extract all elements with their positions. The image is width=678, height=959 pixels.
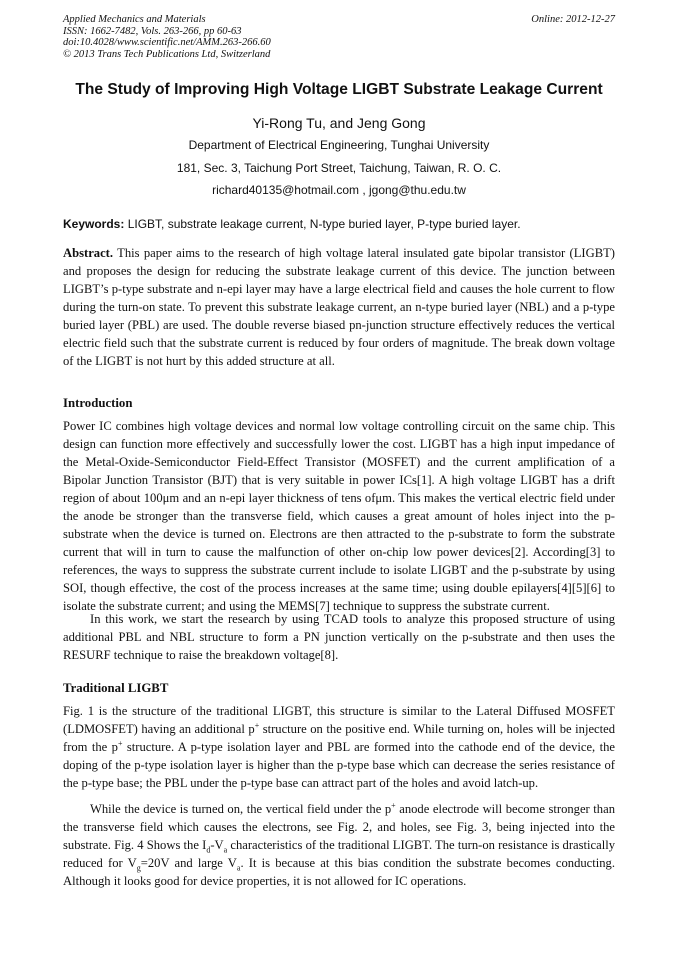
text-run: =20V and large V [140,856,237,870]
section-heading-traditional-ligbt: Traditional LIGBT [63,681,169,695]
introduction-paragraph-2: In this work, we start the research by using TCAD tools to analyze this proposed structure of using additional PBL and NBL structure to form a PN junction vertically on the p-substrate and then uses the RESURF technique to raise the breakdown voltage[8]. [63,612,615,662]
authors: Yi-Rong Tu, and Jeng Gong [252,115,426,131]
text-run: While the device is turned on, the vertical field under the p [90,802,392,816]
journal-name: Applied Mechanics and Materials [63,14,206,25]
online-date: Online: 2012-12-27 [531,14,615,25]
text-run: structure on the positive end. While turning on, holes will be injected from the p [63,722,616,754]
text-run: structure. A p-type isolation layer and PBL are formed into the cathode end of the device, the doping of the p-type isolation layer is higher than the p-type base which can decrease the series resistance of the p-type base; the PBL under the p-type base can attract part of the holes and avoid latch-up. [63,740,615,790]
superscript: + [391,800,396,810]
introduction-paragraph-1: Power IC combines high voltage devices and normal low voltage controlling circuit on the same chip. This design can function more effectively and successfully lower the cost. LIGBT has a high input impedance of the Metal-Oxide-Semiconductor Field-Effect Transistor (MOSFET) and the current amplification of a Bipolar Junction Transistor (BJT) that is very suitable in power ICs[1]. A high voltage LIGBT has a drift region of about 100μm and an n-epi layer thickness of tens ofμm. This makes the vertical electric field under the anode be stronger than the transverse field, which causes a great amount of holes inject into the p-substrate when the device is turned on. Electrons are then attracted to the p-substrate to form the substrate current that will in turn to cause the malfunction of other on-chip low power devices[2]. According[3] to references, the ways to suppress the substrate current include to isolate LIGBT and the p-substrate by using SOI, though effective, the cost of the process increases at the same time; using double epilayers[4][5][6] to isolate the substrate current; and using the MEMS[7] technique to suppress the substrate current. [63,419,615,613]
issn-line: ISSN: 1662-7482, Vols. 263-266, pp 60-63 [63,25,242,37]
abstract-text: This paper aims to the research of high voltage lateral insulated gate bipolar transistor (LIGBT) and proposes the design for reducing the substrate leakage current of this device. The junction between LIGBT’s p-type substrate and n-epi layer may have a large electrical field and causes the hole current to flow during the turn-on state. To prevent this substrate leakage current, an n-type buried layer (NBL) and a p-type buried layer (PBL) are used. The double reverse biased pn-junction structure effectively reduces the vertical electric field such that the substrate current is reduced by four orders of magnitude. The break down voltage of the LIGBT is not hurt by this added structure at all. [63,246,615,368]
copyright-line: © 2013 Trans Tech Publications Ltd, Switzerland [63,48,271,60]
paper-title: The Study of Improving High Voltage LIGBT Substrate Leakage Current [75,81,603,98]
subscript: d [206,845,211,855]
text-run: anode electrode will become stronger than the transverse field which causes the electrons, see Fig. 2, and holes, see Fig. 3, being injected into the substrate. Fig. 4 Shows the I [63,802,615,852]
affiliation-address: 181, Sec. 3, Taichung Port Street, Taichung, Taiwan, R. O. C. [176,161,502,175]
text-run: characteristics of the traditional LIGBT. The turn-on resistance is drastically reduced for V [63,838,615,870]
abstract-paragraph [63,244,615,370]
keywords [63,217,615,231]
superscript: + [254,720,260,730]
traditional-paragraph-1 [63,702,615,792]
superscript: + [117,738,123,748]
abstract-label: Abstract. [63,246,114,260]
affiliation-department: Department of Electrical Engineering, Tunghai University [188,138,490,152]
traditional-paragraph-2 [63,800,615,890]
text-run: -V [210,838,224,852]
subscript: a [223,845,228,855]
text-run: Fig. 1 is the structure of the traditional LIGBT, this structure is similar to the Lateral Diffused MOSFET (LDMOSFET) having an additional p [63,704,615,736]
doi-line: doi:10.4028/www.scientific.net/AMM.263-266.60 [63,37,271,48]
keywords-label: Keywords: [63,217,125,231]
author-emails: richard40135@hotmail.com , jgong@thu.edu.tw [212,183,466,197]
text-run: . It is because at this bias condition the substrate becomes conducting. Although it looks good for device properties, it is not allowed for IC operations. [63,856,615,888]
keywords-text: LIGBT, substrate leakage current, N-type buried layer, P-type buried layer. [124,217,521,231]
journal-header [63,14,615,60]
subscript: g [136,863,141,873]
section-heading-introduction: Introduction [63,396,133,410]
subscript: a [236,863,241,873]
